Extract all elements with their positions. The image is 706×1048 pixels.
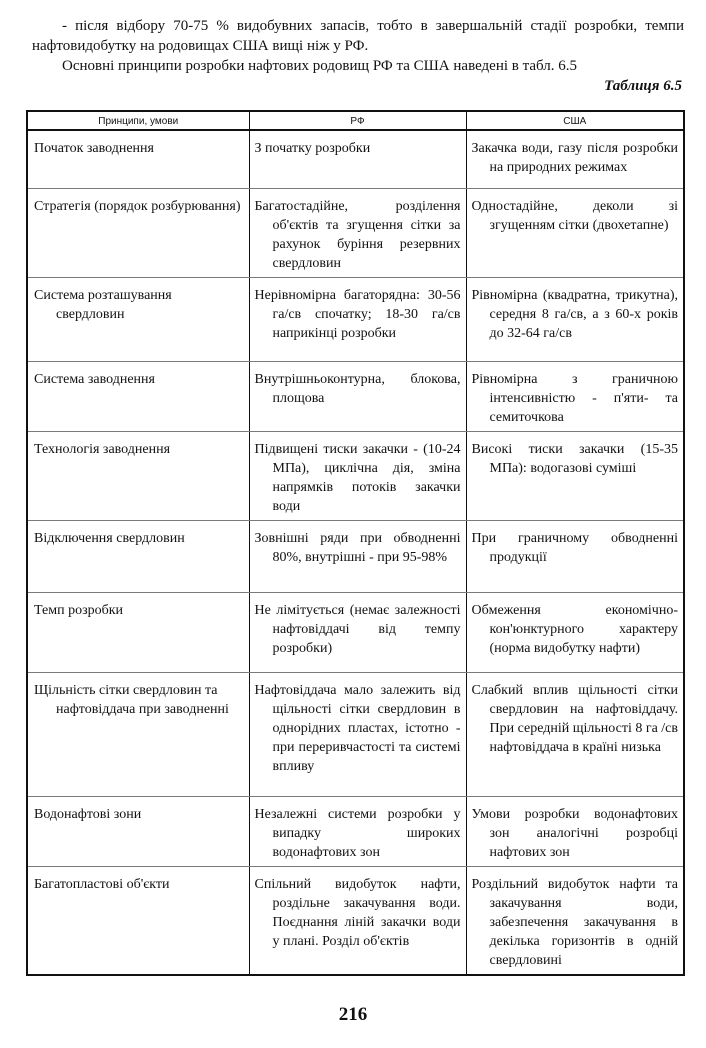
table-row bbox=[27, 592, 684, 672]
row-principle: Стратегія (порядок розбурювання) bbox=[34, 198, 241, 214]
row-principle: Технологія заводнення bbox=[34, 441, 171, 457]
row-principle: Початок заводнення bbox=[34, 141, 154, 156]
table-row bbox=[27, 866, 684, 975]
page-number: 216 bbox=[338, 1004, 368, 1025]
row-ru: Зовнішні ряди при обводненні 80%, внутрішні - при 95-98% bbox=[254, 530, 461, 565]
table-row bbox=[27, 277, 684, 361]
table-header-row bbox=[27, 111, 684, 130]
row-principle: Щільність сітки свердловин та нафтовіддача при заводненні bbox=[34, 682, 229, 717]
table-row bbox=[27, 672, 684, 796]
table-row bbox=[27, 188, 684, 277]
row-us: Закачка води, газу після розробки на природних режимах bbox=[471, 141, 678, 175]
row-ru: Внутрішньоконтурна, блокова, площова bbox=[254, 371, 461, 406]
header-principle: Принципи, умови bbox=[27, 111, 249, 130]
row-ru: Підвищені тиски закачки - (10-24 МПа), циклічна дія, зміна напрямків потоків закачки води bbox=[254, 441, 461, 514]
table-row bbox=[27, 130, 684, 188]
row-principle: Темп розробки bbox=[34, 602, 124, 618]
row-principle: Багатопластові об'єкти bbox=[34, 876, 170, 892]
row-ru: Нерівномірна багаторядна: 30-56 га/св спочатку; 18-30 га/св наприкінці розробки bbox=[254, 287, 461, 341]
table-row bbox=[27, 796, 684, 866]
row-us: Одностадійне, деколи зі згущенням сітки (двохетапне) bbox=[471, 198, 678, 233]
row-ru: Не лімітується (немає залежності нафтовіддачі від темпу розробки) bbox=[254, 602, 461, 656]
row-us: Рівномірна з граничною інтенсивністю - п'яти- та семиточкова bbox=[471, 371, 678, 425]
table-row bbox=[27, 520, 684, 592]
row-us: При граничному обводненні продукції bbox=[471, 530, 678, 565]
row-principle: Водонафтові зони bbox=[34, 806, 142, 822]
row-ru: Спільний видобуток нафти, роздільне закачування води. Поєднання ліній закачки води у плані. Розділ об'єктів bbox=[254, 876, 461, 949]
intro-text bbox=[32, 16, 684, 76]
intro-line-2: Основні принципи розробки нафтових родовищ РФ та США наведені в табл. 6.5 bbox=[62, 58, 577, 74]
row-us: Рівномірна (квадратна, трикутна), середня 8 га/св, а з 60-х років до 32-64 га/св bbox=[471, 287, 678, 341]
table-row bbox=[27, 431, 684, 520]
row-principle: Система заводнення bbox=[34, 371, 155, 387]
header-us: США bbox=[466, 111, 684, 130]
principles-table bbox=[26, 110, 685, 976]
intro-line-1: - після відбору 70-75 % видобувних запасів, тобто в завершальній стадії розробки, темпи нафтовидобутку на родовищах США вищі ніж у РФ. bbox=[32, 18, 684, 54]
row-us: Високі тиски закачки (15-35 МПа): водогазові суміші bbox=[471, 441, 678, 476]
row-us: Роздільний видобуток нафти та закачування води, забезпечення закачування в декілька горизонтів в одній свердловині bbox=[471, 876, 678, 968]
row-us: Обмеження економічно-кон'юнктурного характеру (норма видобутку нафти) bbox=[471, 602, 678, 656]
table-row bbox=[27, 361, 684, 431]
row-ru: З початку розробки bbox=[254, 141, 371, 156]
row-us: Умови розробки водонафтових зон аналогічні розробці нафтових зон bbox=[471, 806, 678, 860]
row-ru: Незалежні системи розробки у випадку широких водонафтових зон bbox=[254, 806, 461, 860]
row-ru: Багатостадійне, розділення об'єктів та згущення сітки за рахунок буріння резервних свердловин bbox=[254, 198, 461, 271]
table-caption: Таблиця 6.5 bbox=[604, 78, 682, 94]
header-ru: РФ bbox=[249, 111, 466, 130]
row-principle: Відключення свердловин bbox=[34, 530, 185, 546]
row-principle: Система розташування свердловин bbox=[34, 287, 172, 322]
row-ru: Нафтовіддача мало залежить від щільності сітки свердловин в однорідних пластах, істотно - при переривчастості та системі впливу bbox=[254, 682, 461, 774]
row-us: Слабкий вплив щільності сітки свердловин на нафтовіддачу. При середній щільності 8 га /св нафтовіддача в країні низька bbox=[471, 682, 679, 755]
